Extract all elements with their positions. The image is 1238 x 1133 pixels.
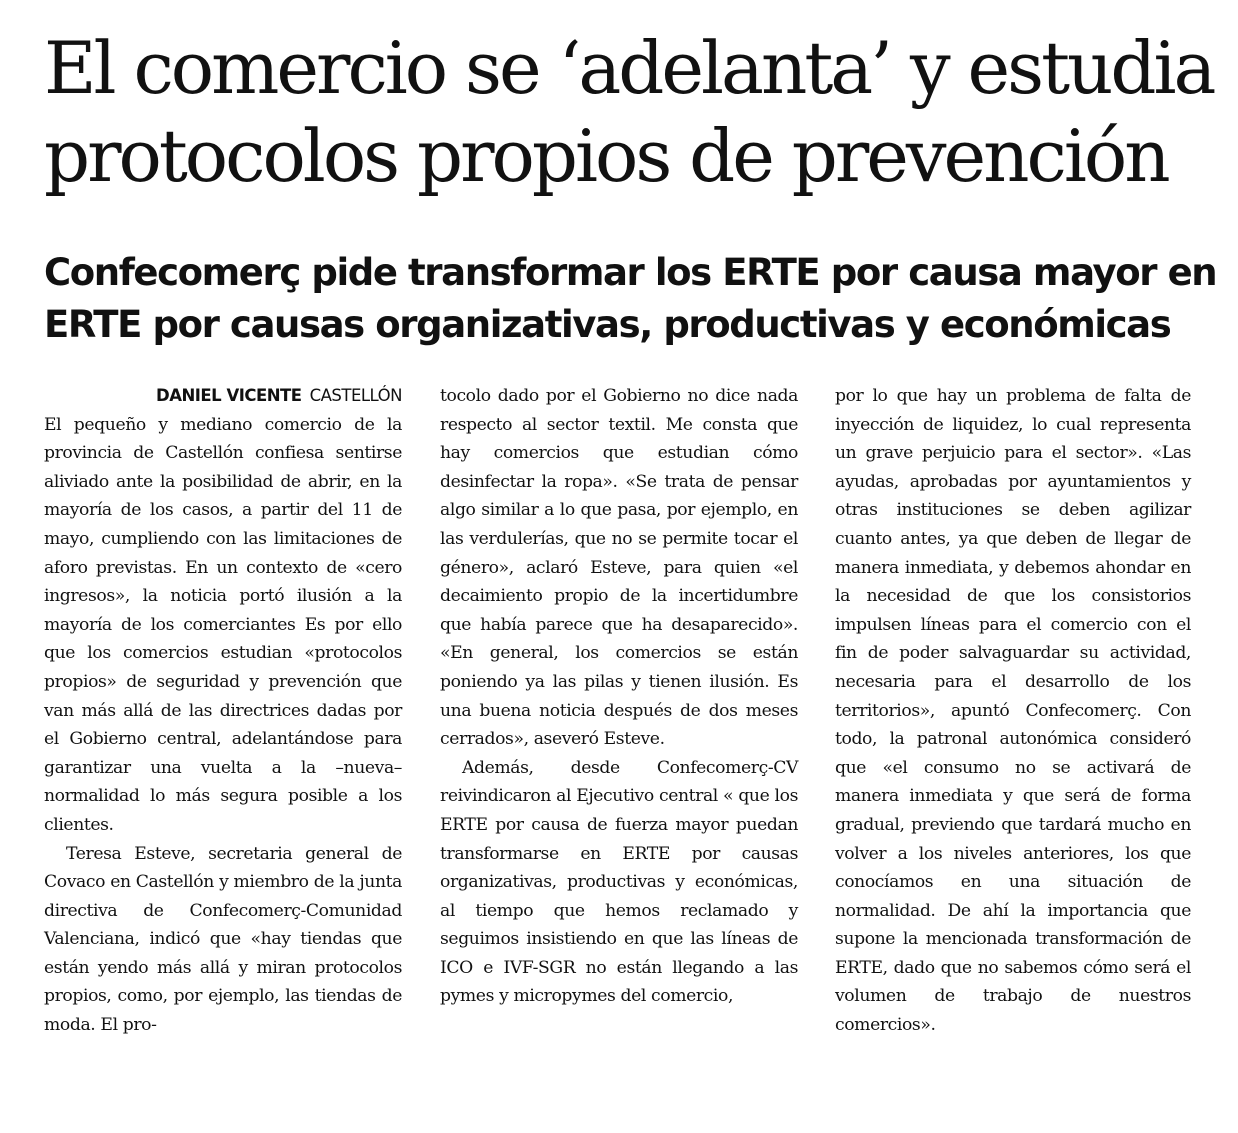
- column-1-paragraph-2: Teresa Esteve, secretaria general de Covaco en Castellón y miembro de la junta directiva de Confecomerç-Comunidad Valenciana, indicó que «hay tiendas que están yendo más allá y miran protocolos propios, como, por ejemplo, las tiendas de moda. El pro-: [44, 843, 402, 1036]
- headline-line-2: protocolos propios de prevención: [44, 114, 1168, 198]
- headline: [44, 24, 1214, 200]
- column-2-paragraph-1: tocolo dado por el Gobierno no dice nada respecto al sector textil. Me consta que hay comercios que estudian cómo desinfectar la ropa». «Se trata de pensar algo similar a lo que pasa, por ejemplo, en las verdulerías, que no se permite tocar el género», aclaró Esteve, para quien «el decaimiento propio de la incertidumbre que había parece que ha desaparecido». «En general, los comercios se están poniendo ya las pilas y tienen ilusión. Es una buena noticia después de dos meses cerrados», aseveró Esteve.: [440, 386, 798, 750]
- subtitle: [44, 247, 1217, 351]
- column-1-paragraph-1: El pequeño y mediano comercio de la provincia de Castellón confiesa sentirse aliviado ante la posibilidad de abrir, en la mayoría de los casos, a partir del 11 de mayo, cumpliendo con las limitaciones de aforo previstas. En un contexto de «cero ingresos», la noticia portó ilusión a la mayoría de los comerciantes Es por ello que los comercios estudian «protocolos propios» de seguridad y prevención que van más allá de las directrices dadas por el Gobierno central, adelantándose para garantizar una vuelta a la –nueva– normalidad lo más segura posible a los clientes.: [44, 414, 402, 835]
- subtitle-line-2: ERTE por causas organizativas, productivas y económicas: [44, 303, 1171, 346]
- author-name: DANIEL VICENTE: [156, 386, 302, 405]
- column-2-paragraph-2: Además, desde Confecomerç-CV reivindicaron al Ejecutivo central « que los ERTE por causa de fuerza mayor puedan transformarse en ERTE por causas organizativas, productivas y económicas, al tiempo que hemos reclamado y seguimos insistiendo en que las líneas de ICO e IVF-SGR no están llegando a las pymes y micropymes del comercio,: [440, 757, 798, 1007]
- dateline-location: CASTELLÓN: [309, 386, 402, 405]
- article-column-3: [835, 382, 1191, 1040]
- byline: [44, 382, 402, 411]
- subtitle-line-1: Confecomerç pide transformar los ERTE por causa mayor en: [44, 251, 1217, 294]
- article-column-1: [44, 382, 402, 1040]
- column-3-paragraph-1: por lo que hay un problema de falta de inyección de liquidez, lo cual representa un grave perjuicio para el sector». «Las ayudas, aprobadas por ayuntamientos y otras instituciones se deben agilizar cuanto antes, ya que deben de llegar de manera inmediata, y debemos ahondar en la necesidad de que los consistorios impulsen líneas para el comercio con el fin de poder salvaguardar su actividad, necesaria para el desarrollo de los territorios», apuntó Confecomerç. Con todo, la patronal autonómica consideró que «el consumo no se activará de manera inmediata y que será de forma gradual, previendo que tardará mucho en volver a los niveles anteriores, los que conocíamos en una situación de normalidad. De ahí la importancia que supone la mencionada transformación de ERTE, dado que no sabemos cómo será el volumen de trabajo de nuestros comercios».: [835, 386, 1191, 1036]
- headline-line-1: El comercio se ‘adelanta’ y estudia: [44, 26, 1214, 110]
- article-column-2: [440, 382, 798, 1011]
